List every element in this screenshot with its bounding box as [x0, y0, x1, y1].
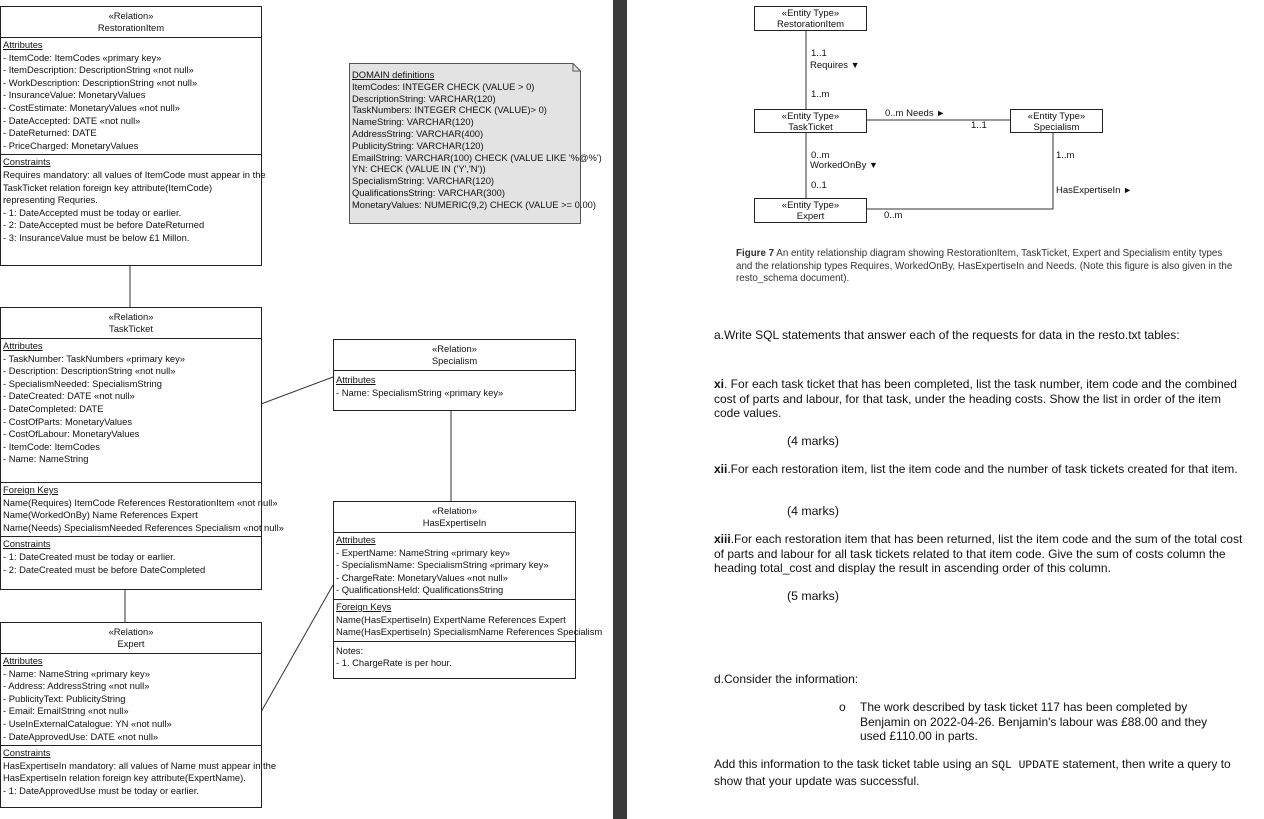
expert-multiplicity: 0..m [884, 210, 903, 221]
relation-name: RestorationItem [97, 22, 165, 33]
attribute: - Name: SpecialismString «primary key» [336, 386, 504, 398]
attribute: - DateCreated: DATE «not null» [3, 390, 135, 402]
domain-line: NameString: VARCHAR(120) [352, 116, 474, 128]
entity-stereotype: «Entity Type» [1027, 111, 1086, 122]
entity-specialism [1010, 109, 1103, 133]
bullet-icon: o [839, 700, 846, 714]
attribute: - PriceCharged: MonetaryValues [3, 139, 139, 151]
domain-line: QualificationsString: VARCHAR(300) [352, 186, 506, 198]
stereotype: «Relation» [108, 311, 154, 322]
caption-text: An entity relationship diagram showing RestorationItem, TaskTicket, Expert and Specialism entity types and the relationship types Requires, WorkedOnBy, HasExpertiseIn and Needs. (Note this figure is also given in the resto_schema document). [736, 248, 1233, 285]
attributes-section [1, 339, 261, 483]
workedonby-text: WorkedOnBy [810, 160, 867, 171]
entity-name: RestorationItem [776, 19, 845, 30]
attributes-section [1, 654, 261, 746]
note-title: DOMAIN definitions [352, 69, 435, 80]
attribute: - ExpertName: NameString «primary key» [336, 546, 511, 558]
attributes-section [334, 533, 575, 600]
marks-xiii: (5 marks) [787, 589, 839, 603]
requires-top-multiplicity: 1..1 [811, 48, 827, 59]
question-xii [714, 462, 1244, 477]
entity-name: Specialism [1033, 122, 1080, 133]
arrow-right-icon: ► [1123, 185, 1132, 195]
instruction-text: Add this information to the task ticket table using an [714, 757, 992, 771]
foreign-key: Name(HasExpertiseIn) SpecialismName References Specialism [336, 626, 603, 638]
attribute: - Name: NameString [3, 453, 89, 465]
requires-text: Requires [810, 60, 849, 71]
constraint: TaskTicket relation foreign key attribute(ItemCode) [3, 181, 213, 193]
domain-line: EmailString: VARCHAR(100) CHECK (VALUE LIKE '%@%') [352, 151, 602, 163]
attribute: - DateReturned: DATE [3, 127, 97, 139]
attribute: - DateCompleted: DATE [3, 402, 104, 414]
foreign-keys-section [1, 483, 284, 537]
attributes-section [334, 371, 575, 401]
attribute: - WorkDescription: DescriptionString «not null» [3, 76, 198, 88]
requires-label [810, 60, 860, 71]
constraint: HasExpertiseIn mandatory: all values of Name must appear in the [3, 759, 277, 771]
question-number: xii [714, 462, 728, 476]
relation-name: Specialism [431, 355, 478, 366]
relation-name: Expert [117, 638, 145, 649]
constraint: - 3: InsuranceValue must be below £1 Millon. [3, 231, 190, 243]
constraint: - 1: DateCreated must be today or earlier. [3, 550, 176, 562]
constraints-section [1, 746, 277, 799]
entity-stereotype: «Entity Type» [781, 8, 840, 19]
question-d-intro: d.Consider the information: [714, 672, 859, 686]
marks-xii: (4 marks) [787, 504, 839, 518]
constraint: - 2: DateAccepted must be before DateReturned [3, 219, 205, 231]
constraints-section [1, 537, 261, 578]
attribute: - InsuranceValue: MonetaryValues [3, 89, 146, 101]
relation-header [334, 340, 575, 371]
connector-expert-hasexpertisein [261, 585, 333, 712]
arrow-down-icon: ▼ [868, 160, 878, 170]
hasexpertisein-label [1056, 185, 1132, 196]
needs-text: 0..m Needs [885, 108, 934, 119]
caption-figure-number: Figure 7 [736, 248, 775, 259]
arrow-right-icon: ► [936, 108, 946, 118]
attribute: - ItemCode: ItemCodes [3, 440, 100, 452]
attributes-title: Attributes [3, 655, 43, 666]
question-a-intro: a.Write SQL statements that answer each of the requests for data in the resto.txt tables: [714, 328, 1180, 342]
domain-line: AddressString: VARCHAR(400) [352, 127, 484, 139]
question-text: .For each restoration item, list the item code and the number of task tickets created for that item. [727, 462, 1238, 476]
relation-header [334, 502, 575, 533]
inline-code: SQL UPDATE [991, 760, 1060, 772]
domain-line: YN: CHECK (VALUE IN ('Y','N')) [352, 163, 486, 175]
attribute: - CostOfParts: MonetaryValues [3, 415, 133, 427]
attribute: - Name: NameString «primary key» [3, 667, 150, 679]
attribute: - Address: AddressString «not null» [3, 680, 150, 692]
constraint: - 2: DateCreated must be before DateCompleted [3, 563, 206, 575]
relation-restorationitem [0, 6, 266, 266]
attribute: - ItemCode: ItemCodes «primary key» [3, 51, 162, 63]
attribute: - DateApprovedUse: DATE «not null» [3, 730, 159, 742]
requires-bottom-multiplicity: 1..m [811, 89, 830, 100]
entity-stereotype: «Entity Type» [781, 200, 840, 211]
foreign-key: Name(WorkedOnBy) Name References Expert [3, 509, 198, 521]
constraints-title: Constraints [3, 747, 51, 759]
relation-header [1, 308, 261, 339]
question-number: xi [714, 377, 725, 391]
attribute: - CostOfLabour: MonetaryValues [3, 428, 140, 440]
attribute: - QualificationsHeld: QualificationsString [336, 584, 504, 596]
er-line-hasexpertisein [867, 131, 1053, 209]
attribute: - UseInExternalCatalogue: YN «not null» [3, 717, 172, 729]
attribute: - TaskNumber: TaskNumbers «primary key» [3, 352, 185, 364]
attribute: - SpecialismNeeded: SpecialismString [3, 377, 162, 389]
er-connectors [627, 0, 1264, 240]
constraints-title: Constraints [3, 538, 51, 550]
relation-name: HasExpertiseIn [422, 517, 487, 528]
question-number: xiii [714, 532, 731, 546]
page-divider [613, 0, 627, 819]
question-text: . For each task ticket that has been completed, list the task number, item code and the combined cost of parts and labour, for that task, under the heading costs. Show the list in order of the item code values. [714, 377, 1237, 421]
relation-specialism [333, 339, 576, 411]
question-text: .For each restoration item that has been returned, list the item code and the sum of the total cost of parts and labour for all task tickets related to that item code. Give the sum of costs column the heading total_cost and display the result in ascending order of this column. [714, 532, 1243, 576]
domain-line: ItemCodes: INTEGER CHECK (VALUE > 0) [352, 80, 535, 92]
note-line: - 1. ChargeRate is per hour. [336, 657, 452, 669]
instruction-text: statement, then write a query to show that your update was successful. [714, 757, 1231, 788]
entity-name: Expert [796, 211, 825, 222]
constraint: - 1: DateApprovedUse must be today or earlier. [3, 784, 199, 796]
foreign-key: Name(Needs) SpecialismNeeded References Specialism «not null» [3, 521, 284, 533]
domain-definitions-note [349, 63, 602, 224]
constraint: representing Requries. [3, 194, 98, 206]
domain-line: TaskNumbers: INTEGER CHECK (VALUE)> 0) [352, 104, 547, 116]
relation-expert [0, 622, 277, 808]
attribute: - SpecialismName: SpecialismString «primary key» [336, 559, 549, 571]
arrow-down-icon: ▼ [850, 60, 860, 70]
attribute: - ChargeRate: MonetaryValues «not null» [336, 571, 508, 583]
relation-hasexpertisein [333, 501, 603, 679]
attributes-title: Attributes [336, 534, 376, 545]
foreign-keys-section [334, 600, 603, 642]
entity-stereotype: «Entity Type» [781, 111, 840, 122]
entity-restorationitem [754, 6, 867, 31]
marks-xi: (4 marks) [787, 434, 839, 448]
specialism-multiplicity: 1..m [1056, 150, 1075, 161]
question-xiii [714, 532, 1249, 576]
relation-header [1, 623, 261, 654]
figure-caption [736, 248, 1236, 286]
attributes-section [1, 38, 261, 155]
foreign-keys-title: Foreign Keys [336, 600, 392, 612]
attribute: - ItemDescription: DescriptionString «not null» [3, 64, 194, 76]
attributes-title: Attributes [3, 39, 43, 50]
foreign-key: Name(Requires) ItemCode References RestorationItem «not null» [3, 496, 278, 508]
constraint: - 1: DateAccepted must be today or earlier. [3, 206, 182, 218]
foreign-key: Name(HasExpertiseIn) ExpertName References Expert [336, 613, 566, 625]
foreign-keys-title: Foreign Keys [3, 484, 59, 495]
constraint: HasExpertiseIn relation foreign key attribute(ExpertName). [3, 772, 246, 784]
attribute: - DateAccepted: DATE «not null» [3, 114, 141, 126]
attribute: - CostEstimate: MonetaryValues «not null» [3, 101, 180, 113]
workedonby-bottom-multiplicity: 0..1 [811, 180, 827, 191]
attribute: - PublicityText: PublicityString [3, 692, 126, 704]
notes-title: Notes: [336, 644, 364, 656]
entity-name: TaskTicket [788, 122, 833, 133]
workedonby-top-multiplicity: 0..m [811, 150, 830, 161]
needs-label [885, 108, 945, 119]
note-text [352, 69, 602, 211]
question-d-bullet: The work described by task ticket 117 has been completed by Benjamin on 2022-04-26. Benjamin's labour was £88.00 and they used £110.00 in parts. [860, 700, 1208, 744]
constraints-title: Constraints [3, 156, 51, 168]
domain-line: MonetaryValues: NUMERIC(9,2) CHECK (VALUE >= 0.00) [352, 198, 597, 210]
attribute: - Description: DescriptionString «not null» [3, 365, 176, 377]
domain-line: SpecialismString: VARCHAR(120) [352, 175, 495, 187]
question-xi [714, 377, 1244, 421]
notes-section [334, 642, 575, 672]
stereotype: «Relation» [432, 343, 477, 354]
hasexpertisein-text: HasExpertiseIn [1056, 185, 1121, 196]
entity-expert [754, 198, 867, 223]
question-d-instruction [714, 757, 1254, 788]
attributes-title: Attributes [336, 374, 376, 385]
constraint: Requires mandatory: all values of ItemCode must appear in the [3, 168, 266, 180]
attributes-title: Attributes [3, 340, 43, 351]
domain-line: PublicityString: VARCHAR(120) [352, 139, 484, 151]
stereotype: «Relation» [432, 505, 477, 516]
workedonby-label [810, 160, 878, 171]
constraints-section [1, 155, 266, 246]
relation-taskticket [0, 307, 284, 590]
relation-header [1, 7, 261, 38]
needs-right-multiplicity: 1..1 [971, 120, 987, 131]
relation-name: TaskTicket [109, 323, 153, 334]
entity-taskticket [754, 109, 867, 133]
stereotype: «Relation» [108, 10, 154, 21]
attribute: - Email: EmailString «not null» [3, 705, 129, 717]
stereotype: «Relation» [108, 626, 154, 637]
connector-taskticket-specialism [261, 377, 333, 404]
domain-line: DescriptionString: VARCHAR(120) [352, 92, 496, 104]
